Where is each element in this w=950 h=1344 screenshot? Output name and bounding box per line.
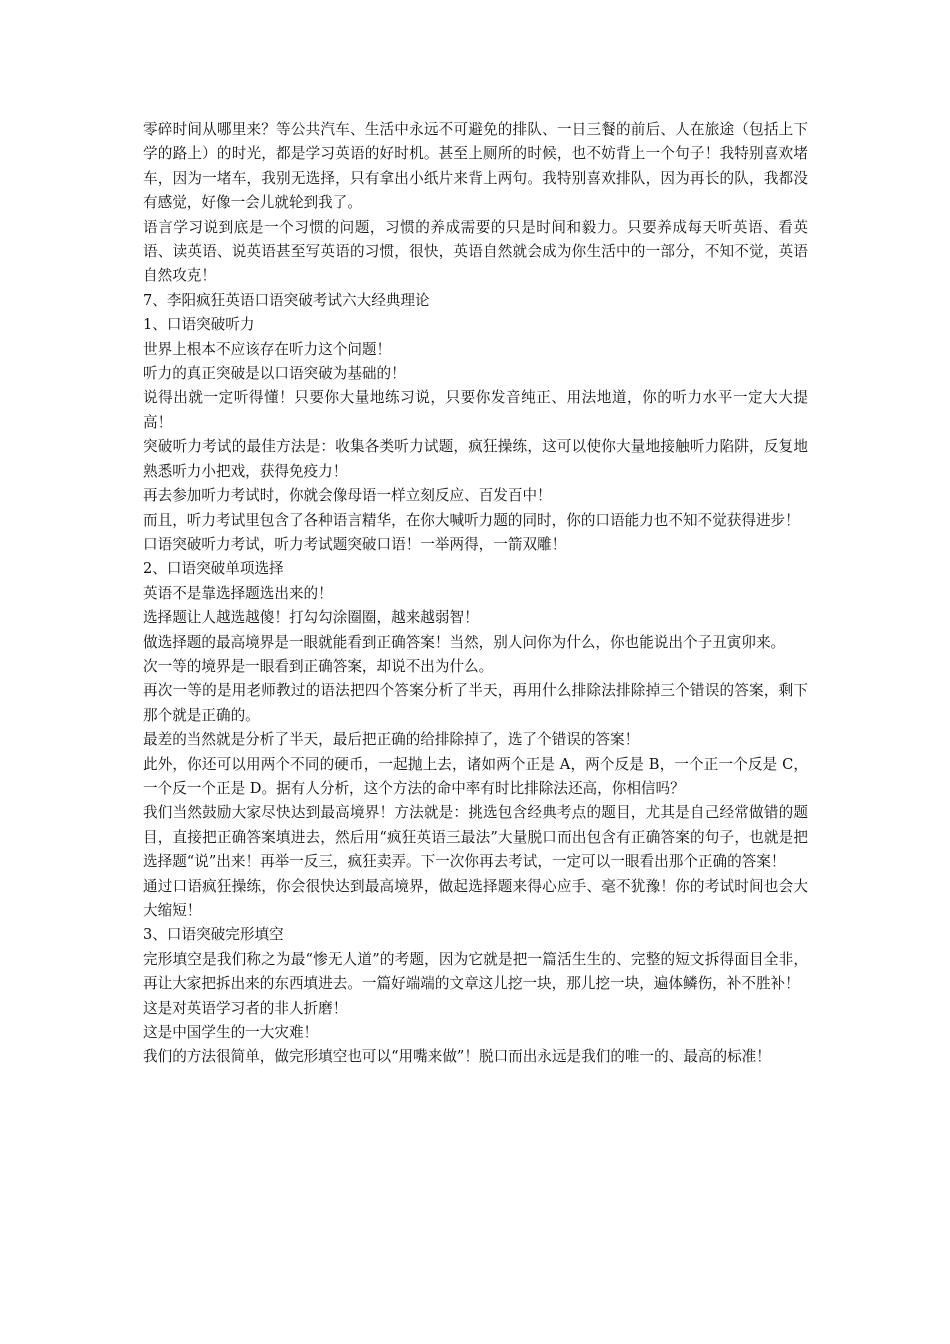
paragraph: 做选择题的最高境界是一眼就能看到正确答案！当然，别人问你为什么，你也能说出个子丑寅卯来。 (143, 633, 786, 651)
paragraph: 说得出就一定听得懂！只要你大量地练习说，只要你发音纯正、用法地道，你的听力水平一定大大提高！ (143, 389, 808, 431)
paragraph: 零碎时间从哪里来？等公共汽车、生活中永远不可避免的排队、一日三餐的前后、人在旅途（包括上下学的路上）的时光，都是学习英语的好时机。甚至上厕所的时候，也不妨背上一个句子！我特别喜欢堵车，因为一堵车，我别无选择，只有拿出小纸片来背上两句。我特别喜欢排队，因为再长的队，我都没有感觉，好像一会儿就轮到我了。 (143, 121, 808, 212)
subsection-heading: 2、口语突破单项选择 (143, 560, 284, 578)
paragraph: 语言学习说到底是一个习惯的问题，习惯的养成需要的只是时间和毅力。只要养成每天听英语、看英语、读英语、说英语甚至写英语的习惯，很快，英语自然就会成为你生活中的一部分，不知不觉，英语自然攻克！ (143, 218, 808, 285)
paragraph: 口语突破听力考试，听力考试题突破口语！一举两得，一箭双雕！ (143, 535, 567, 553)
paragraph: 再次一等的是用老师教过的语法把四个答案分析了半天，再用什么排除法排除掉三个错误的答案，剩下那个就是正确的。 (143, 682, 808, 724)
paragraph: 这是对英语学习者的非人折磨！ (143, 999, 348, 1017)
paragraph: 通过口语疯狂操练，你会很快达到最高境界，做起选择题来得心应手、毫不犹豫！你的考试时间也会大大缩短！ (143, 877, 808, 919)
subsection-heading: 3、口语突破完形填空 (143, 926, 284, 944)
subsection-heading: 1、口语突破听力 (143, 316, 255, 334)
paragraph: 英语不是靠选择题选出来的！ (143, 584, 333, 602)
paragraph: 我们当然鼓励大家尽快达到最高境界！方法就是：挑选包含经典考点的题目，尤其是自己经常做错的题目，直接把正确答案填进去，然后用“疯狂英语三最法”大量脱口而出包含有正确答案的句子，也就是把选择题“说”出来！再举一反三，疯狂卖弄。下一次你再去考试，一定可以一眼看出那个正确的答案！ (143, 804, 808, 871)
paragraph: 这是中国学生的一大灾难！ (143, 1024, 319, 1042)
paragraph: 世界上根本不应该存在听力这个问题！ (143, 340, 392, 358)
document-body (143, 118, 808, 1070)
paragraph: 此外，你还可以用两个不同的硬币，一起抛上去，诸如两个正是 A，两个反是 B，一个正一个反是 C，一个反一个正是 D。据有人分析，这个方法的命中率有时比排除法还高，你相信吗？ (143, 755, 808, 797)
paragraph: 而且，听力考试里包含了各种语言精华，在你大喊听力题的同时，你的口语能力也不知不觉获得进步！ (143, 511, 800, 529)
paragraph: 选择题让人越选越傻！打勾勾涂圈圈，越来越弱智！ (143, 609, 479, 627)
paragraph: 听力的真正突破是以口语突破为基础的！ (143, 365, 406, 383)
paragraph: 次一等的境界是一眼看到正确答案，却说不出为什么。 (143, 657, 494, 675)
paragraph: 突破听力考试的最佳方法是：收集各类听力试题，疯狂操练，这可以使你大量地接触听力陷阱，反复地熟悉听力小把戏，获得免疫力！ (143, 438, 808, 480)
paragraph: 再去参加听力考试时，你就会像母语一样立刻反应、百发百中！ (143, 487, 552, 505)
paragraph: 完形填空是我们称之为最“惨无人道”的考题，因为它就是把一篇活生生的、完整的短文拆得面目全非，再让大家把拆出来的东西填进去。一篇好端端的文章这儿挖一块，那儿挖一块，遍体鳞伤，补不胜补！ (143, 950, 808, 993)
section-heading: 7、李阳疯狂英语口语突破考试六大经典理论 (143, 291, 430, 309)
paragraph: 我们的方法很简单，做完形填空也可以“用嘴来做”！脱口而出永远是我们的唯一的、最高的标准！ (143, 1048, 771, 1066)
paragraph: 最差的当然就是分析了半天，最后把正确的给排除掉了，选了个错误的答案！ (143, 731, 640, 749)
